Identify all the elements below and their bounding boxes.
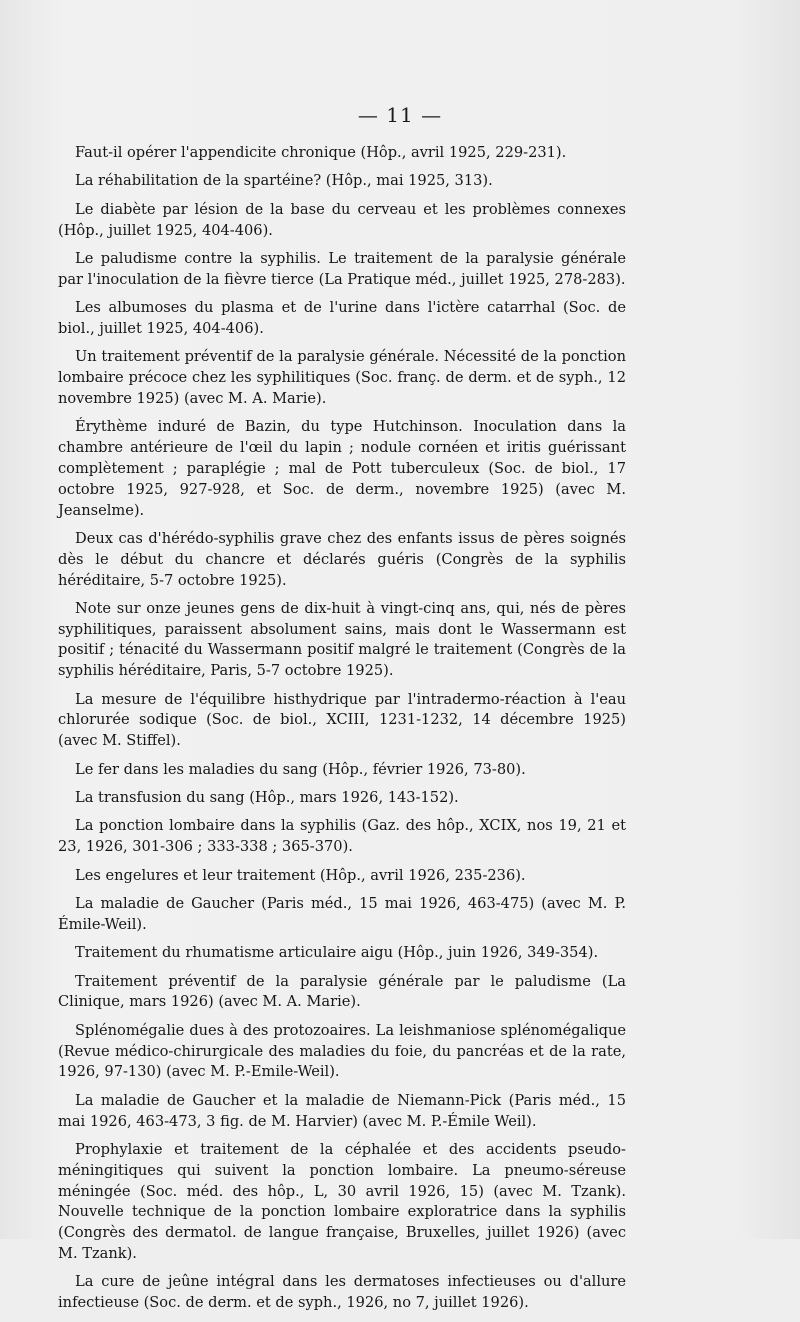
page-number: — 11 —: [357, 103, 443, 127]
bibliography-entry: Le fer dans les maladies du sang (Hôp., février 1926, 73-80).: [75, 760, 526, 778]
bibliography-entry: La maladie de Gaucher et la maladie de Niemann-Pick (Paris méd., 15 mai 1926, 463-473, 3 fig. de M. Harvier) (avec M. P.-Émile Weil).: [58, 1091, 626, 1130]
bibliography-entry: Le diabète par lésion de la base du cerveau et les problèmes connexes (Hôp., juillet 1925, 404-406).: [58, 200, 626, 239]
bibliography-entry: Splénomégalie dues à des protozoaires. La leishmaniose splénomégalique (Revue médico-chirurgicale des maladies du foie, du pancréas et de la rate, 1926, 97-130) (avec M. P.-Emile-Weil).: [58, 1021, 626, 1081]
bibliography-entry: Un traitement préventif de la paralysie générale. Nécessité de la ponction lombaire précoce chez les syphilitiques (Soc. franç. de derm. et de syph., 12 novembre 1925) (avec M. A. Marie).: [58, 348, 626, 407]
bibliography-entry: Traitement préventif de la paralysie générale par le paludisme (La Clinique, mars 1926) (avec M. A. Marie).: [58, 972, 626, 1011]
bibliography-entry: La maladie de Gaucher (Paris méd., 15 mai 1926, 463-475) (avec M. P. Émile-Weil).: [58, 895, 626, 933]
bibliography-entry: La transfusion du sang (Hôp., mars 1926, 143-152).: [75, 789, 459, 807]
bibliography-entry: Érythème induré de Bazin, du type Hutchinson. Inoculation dans la chambre antérieure de l'œil du lapin ; nodule cornéen et iritis guérissant complètement ; paraplégie ; mal de Pott tuberculeux (Soc. de biol., 17 octobre 1925, 927-928, et Soc. de derm., novembre 1925) (avec M. Jeanselme).: [58, 418, 626, 519]
bibliography-entry: Faut-il opérer l'appendicite chronique (Hôp., avril 1925, 229-231).: [75, 144, 567, 161]
bibliography-entry: La réhabilitation de la spartéine? (Hôp., mai 1925, 313).: [75, 172, 493, 190]
bibliography-entry: Les engelures et leur traitement (Hôp., avril 1926, 235-236).: [75, 866, 526, 884]
bibliography-entry: Prophylaxie et traitement de la céphalée et des accidents pseudo-méningitiques qui suivent la ponction lombaire. La pneumo-séreuse méningée (Soc. méd. des hôp., L, 30 avril 1926, 15) (avec M. Tzank). Nouvelle technique de la ponction lombaire exploratrice dans la syphilis (Congrès des dermatol. de langue française, Bruxelles, juillet 1926) (avec M. Tzank).: [58, 1140, 626, 1262]
bibliography-entry: Deux cas d'hérédo-syphilis grave chez des enfants issus de pères soignés dès le début du chancre et déclarés guéris (Congrès de la syphilis héréditaire, 5-7 octobre 1925).: [58, 529, 626, 589]
bibliography-entry: La cure de jeûne intégral dans les dermatoses infectieuses ou d'allure infectieuse (Soc. de derm. et de syph., 1926, no 7, juillet 1926).: [58, 1273, 626, 1312]
bibliography-entry: Traitement du rhumatisme articulaire aigu (Hôp., juin 1926, 349-354).: [75, 944, 599, 962]
bibliography-entry: La ponction lombaire dans la syphilis (Gaz. des hôp., XCIX, nos 19, 21 et 23, 1926, 301-306 ; 333-338 ; 365-370).: [58, 817, 626, 856]
bibliography-list: [58, 143, 626, 1322]
bibliography-entry: Note sur onze jeunes gens de dix-huit à vingt-cinq ans, qui, nés de pères syphilitiques, paraissent absolument sains, mais dont le Wassermann est positif ; ténacité du Wassermann positif malgré le traitement (Congrès de la syphilis héréditaire, Paris, 5-7 octobre 1925).: [58, 599, 626, 680]
bibliography-entry: Les albumoses du plasma et de l'urine dans l'ictère catarrhal (Soc. de biol., juillet 1925, 404-406).: [58, 299, 626, 337]
bibliography-entry: La mesure de l'équilibre histhydrique par l'intradermo-réaction à l'eau chlorurée sodique (Soc. de biol., XCIII, 1231-1232, 14 décembre 1925) (avec M. Stiffel).: [58, 690, 626, 750]
bibliography-entry: Le paludisme contre la syphilis. Le traitement de la paralysie générale par l'inoculation de la fièvre tierce (La Pratique méd., juillet 1925, 278-283).: [58, 249, 626, 288]
